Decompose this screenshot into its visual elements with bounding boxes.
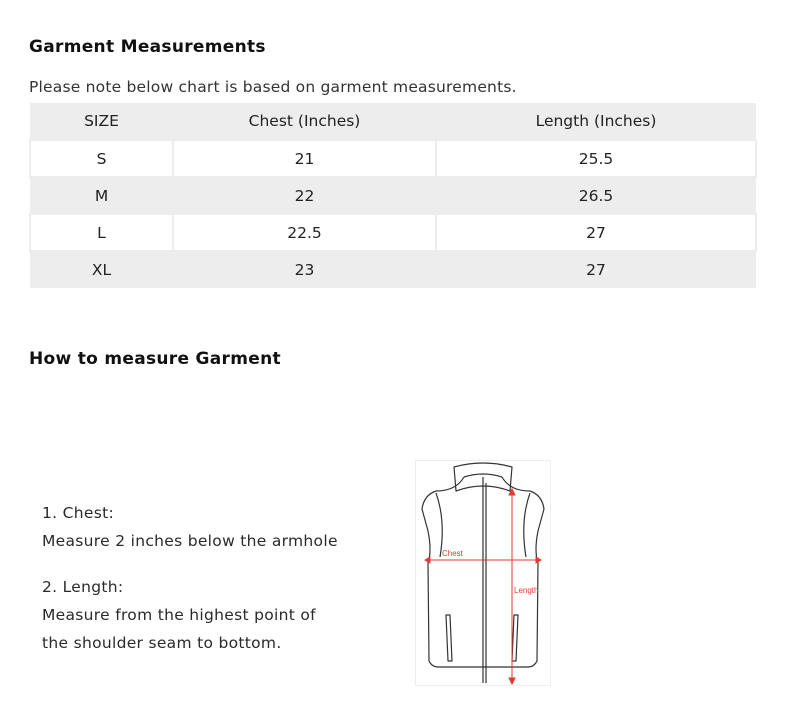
table-row	[30, 251, 756, 288]
table-row	[30, 214, 756, 251]
header-chest: Chest (Inches)	[248, 112, 361, 130]
chest-instruction	[42, 499, 338, 555]
header-length: Length (Inches)	[535, 112, 657, 130]
cell-chest: 21	[173, 140, 436, 177]
length-label: Length	[514, 586, 539, 595]
vest-pocket-right	[512, 615, 518, 661]
cell-chest: 22.5	[173, 214, 436, 251]
cell-size: L	[30, 214, 173, 251]
size-chart-table	[29, 103, 757, 288]
length-text-line-1: Measure from the highest point of	[42, 606, 316, 624]
vest-illustration	[416, 461, 550, 685]
length-heading: 2. Length:	[42, 578, 124, 596]
cell-chest: 22	[294, 186, 315, 205]
cell-length: 27	[586, 261, 606, 279]
cell-length: 25.5	[436, 140, 756, 177]
chest-label: Chest	[442, 549, 463, 558]
page-title: Garment Measurements	[29, 37, 266, 57]
table-row	[30, 140, 756, 177]
cell-size: XL	[91, 261, 112, 279]
length-instruction	[42, 573, 316, 657]
chest-heading: 1. Chest:	[42, 504, 114, 522]
header-size: SIZE	[84, 112, 119, 130]
vest-pocket-left	[446, 615, 452, 661]
cell-length: 26.5	[578, 186, 614, 205]
vest-measurement-diagram	[415, 460, 551, 686]
table-header-row	[30, 103, 756, 140]
chart-note: Please note below chart is based on garment measurements.	[29, 78, 517, 96]
cell-length: 27	[436, 214, 756, 251]
cell-size: M	[94, 186, 109, 205]
table-row	[30, 177, 756, 214]
cell-size: S	[30, 140, 173, 177]
chest-text: Measure 2 inches below the armhole	[42, 532, 338, 550]
how-to-measure-title: How to measure Garment	[29, 349, 281, 369]
cell-chest: 23	[294, 261, 315, 279]
length-text-line-2: the shoulder seam to bottom.	[42, 634, 282, 652]
